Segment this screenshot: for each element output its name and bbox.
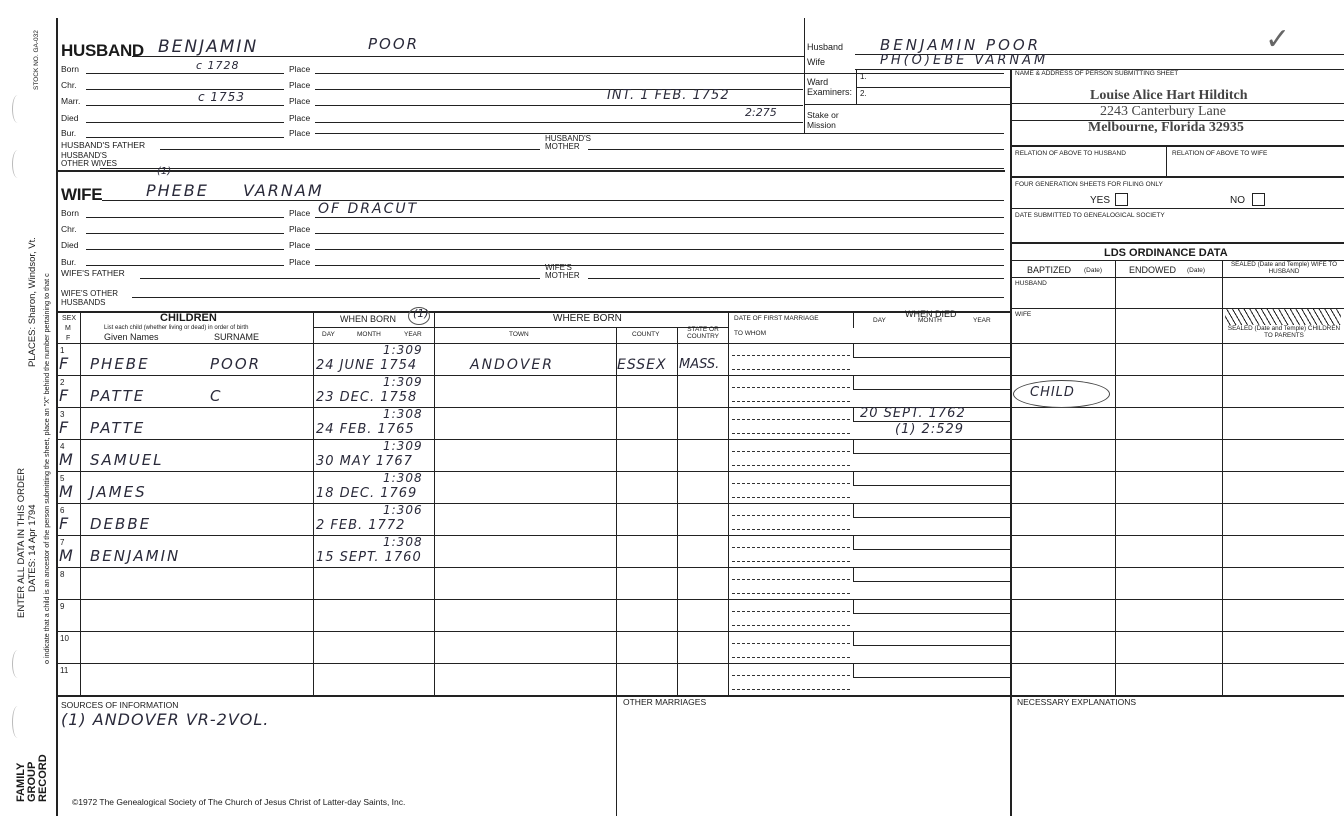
lds-row-divider [1010, 471, 1344, 472]
first-marriage-line [732, 515, 850, 516]
child-born-date: 23 DEC. 1758 [316, 390, 418, 405]
death-date-line [853, 645, 1010, 646]
death-cell-divider [853, 567, 854, 581]
child-born-date: 24 JUNE 1754 [316, 358, 418, 373]
child-row-divider [57, 375, 1010, 376]
husband-marr-place: INT. 1 FEB. 1752 [607, 88, 730, 103]
first-marriage-line [732, 483, 850, 484]
check-mark: ✓ [1265, 22, 1291, 57]
death-cell-divider [853, 407, 854, 421]
examiner-1: 1. [860, 72, 867, 81]
husband-marr-note: 2:275 [745, 106, 777, 119]
child-row-divider [57, 599, 1010, 600]
death-cell-divider [853, 343, 854, 357]
first-marriage-line [732, 561, 850, 562]
sex-m-header: M [65, 325, 71, 332]
children-instructions: List each child (whether living or dead) in order of birth [104, 325, 249, 331]
child-note: CHILD [1030, 385, 1075, 400]
child-number: 9 [60, 602, 65, 611]
examiners-label: Examiners: [807, 87, 853, 97]
wife-died-place-label: Place [289, 240, 311, 250]
wife-bur-label: Bur. [61, 257, 77, 267]
wife-died-label: Died [61, 240, 79, 250]
wife-chr-place-label: Place [289, 224, 311, 234]
first-marriage-line [732, 465, 850, 466]
husband-marr-place-label: Place [289, 96, 311, 106]
child-town: ANDOVER [470, 357, 554, 373]
sealed-wife-label: SEALED (Date and Temple) WIFE TO HUSBAND [1230, 261, 1338, 275]
first-marriage-line [732, 547, 850, 548]
wife-heading: WIFE [61, 185, 103, 204]
child-sex: M [59, 482, 73, 501]
wife-surname: VARNAM [243, 181, 324, 200]
first-marriage-line [732, 643, 850, 644]
child-sex: F [59, 418, 69, 437]
child-row-divider [57, 503, 1010, 504]
town-header: TOWN [509, 331, 529, 338]
first-marriage-line [732, 433, 850, 434]
four-gen-label: FOUR GENERATION SHEETS FOR FILING ONLY [1015, 181, 1163, 188]
lds-row-divider [1010, 439, 1344, 440]
lds-row-divider [1010, 599, 1344, 600]
lds-wife-row-label: WIFE [1015, 311, 1032, 318]
child-source-ref: 1:308 [383, 471, 423, 485]
sealed-children-label: SEALED (Date and Temple) CHILDREN TO PARENTS [1227, 325, 1341, 339]
submitter-name: Louise Alice Hart Hilditch [1090, 88, 1248, 103]
child-sex: F [59, 514, 69, 533]
ward-label: Ward [807, 77, 829, 87]
wife-born-place-label: Place [289, 208, 311, 218]
child-given-name: DEBBE [90, 515, 152, 533]
child-row-divider [57, 535, 1010, 536]
child-county: ESSEX [617, 357, 667, 373]
examiner-2: 2. [860, 89, 867, 98]
child-given-name: JAMES [90, 483, 147, 501]
child-number: 3 [60, 410, 65, 419]
child-row-divider [57, 631, 1010, 632]
born-month-header: MONTH [357, 331, 381, 338]
first-marriage-line [732, 579, 850, 580]
husband-born-date: c 1728 [196, 59, 240, 72]
child-sex: F [59, 354, 69, 373]
death-cell-divider [853, 599, 854, 613]
no-label: NO [1230, 195, 1245, 206]
given-names-header: Given Names [104, 332, 159, 342]
child-surname: POOR [210, 355, 262, 373]
died-day-header: DAY [873, 317, 886, 324]
copyright-notice: ©1972 The Genealogical Society of The Church of Jesus Christ of Latter-day Saints, Inc. [72, 797, 406, 807]
child-source-ref: 1:309 [383, 439, 423, 453]
lds-row-divider [1010, 535, 1344, 536]
husband-given-name: BENJAMIN [158, 37, 259, 57]
state-header: STATE OR COUNTRY [686, 326, 720, 340]
first-marriage-line [732, 355, 850, 356]
child-number: 11 [60, 666, 69, 675]
punch-hole-mark [12, 95, 23, 123]
husband-bur-label: Bur. [61, 128, 77, 138]
child-sex: F [59, 386, 69, 405]
sex-f-header: F [66, 335, 71, 342]
to-whom-header: TO WHOM [734, 330, 767, 337]
places-note: PLACES: Sharon, Windsor, Vt. [27, 237, 38, 367]
lds-row-divider [1010, 631, 1344, 632]
submitter-city: Melbourne, Florida 32935 [1088, 120, 1244, 135]
wife-born-place: OF DRACUT [318, 201, 419, 217]
child-number: 6 [60, 506, 65, 515]
child-surname: C [210, 387, 223, 405]
husband-bur-place-label: Place [289, 128, 311, 138]
born-year-header: YEAR [404, 331, 422, 338]
necessary-explanations-label: NECESSARY EXPLANATIONS [1017, 697, 1137, 707]
death-cell-divider [853, 535, 854, 549]
death-date-line [853, 517, 1010, 518]
surname-header: SURNAME [214, 332, 260, 342]
death-date-line [853, 677, 1010, 678]
lds-husband-row-label: HUSBAND [1015, 280, 1047, 287]
child-born-date: 2 FEB. 1772 [316, 518, 406, 533]
death-date-line [853, 613, 1010, 614]
hatched-box [1225, 309, 1341, 325]
yes-checkbox[interactable] [1115, 193, 1128, 206]
enter-order-note: ENTER ALL DATA IN THIS ORDER [16, 467, 27, 618]
child-died-note: (1) 2:529 [895, 422, 965, 437]
child-born-date: 18 DEC. 1769 [316, 486, 418, 501]
when-died-header: WHEN DIED [905, 309, 957, 319]
child-number: 4 [60, 442, 65, 451]
death-date-line [853, 357, 1010, 358]
first-marriage-line [732, 625, 850, 626]
wife-chr-label: Chr. [61, 224, 77, 234]
death-date-line [853, 581, 1010, 582]
first-marriage-line [732, 675, 850, 676]
death-date-line [853, 485, 1010, 486]
first-marriage-line [732, 529, 850, 530]
wife-born-label: Born [61, 208, 79, 218]
ancestor-instruction: o indicate that a child is an ancestor of the person submitting the sheet, place an "X" behind the number pertaining to that c [42, 273, 51, 664]
first-marriage-line [732, 497, 850, 498]
lds-title: LDS ORDINANCE DATA [1104, 247, 1228, 259]
child-born-date: 30 MAY 1767 [316, 454, 413, 469]
child-number: 10 [60, 634, 69, 643]
died-month-header: MONTH [918, 317, 942, 324]
husband-chr-label: Chr. [61, 80, 77, 90]
husband-died-place-label: Place [289, 113, 311, 123]
child-given-name: BENJAMIN [90, 547, 181, 565]
no-checkbox[interactable] [1252, 193, 1265, 206]
when-born-header: WHEN BORN [340, 314, 396, 324]
lds-row-divider [1010, 663, 1344, 664]
death-cell-divider [853, 439, 854, 453]
born-day-header: DAY [322, 331, 335, 338]
stock-number: STOCK NO. GA-032 [33, 30, 40, 90]
wife-bur-place-label: Place [289, 257, 311, 267]
death-cell-divider [853, 663, 854, 677]
death-date-line [853, 389, 1010, 390]
wifes-other-husbands-label: WIFE'S OTHER HUSBANDS [61, 289, 119, 307]
child-number: 1 [60, 346, 65, 355]
sources-value: (1) ANDOVER VR-2VOL. [61, 710, 270, 729]
when-born-note: (1) [413, 307, 429, 320]
first-marriage-line [732, 369, 850, 370]
other-marriages-label: OTHER MARRIAGES [623, 697, 707, 707]
child-sex: M [59, 450, 73, 469]
child-number: 5 [60, 474, 65, 483]
submitter-label: NAME & ADDRESS OF PERSON SUBMITTING SHEET [1015, 70, 1179, 77]
first-marriage-line [732, 419, 850, 420]
husband-marr-label: Marr. [61, 96, 81, 106]
yes-label: YES [1090, 195, 1111, 206]
submitter-street: 2243 Canterbury Lane [1100, 104, 1226, 119]
first-marriage-line [732, 611, 850, 612]
child-born-date: 24 FEB. 1765 [316, 422, 415, 437]
baptized-date-label: (Date) [1084, 267, 1103, 274]
first-marriage-header: DATE OF FIRST MARRIAGE [734, 315, 819, 322]
child-state: MASS. [679, 357, 720, 372]
child-given-name: PATTE [90, 387, 146, 405]
husbands-mother-label: HUSBAND'S MOTHER [545, 134, 591, 152]
husband-died-label: Died [61, 113, 79, 123]
child-number: 7 [60, 538, 65, 547]
wife-given-name: PHEBE [146, 181, 209, 200]
death-cell-divider [853, 471, 854, 485]
child-row-divider [57, 439, 1010, 440]
endowed-date-label: (Date) [1187, 267, 1206, 274]
baptized-label: BAPTIZED [1027, 265, 1072, 275]
child-sex: M [59, 546, 73, 565]
form-title: FAMILY GROUP RECORD [15, 754, 49, 802]
first-marriage-line [732, 689, 850, 690]
child-number: 8 [60, 570, 65, 579]
child-source-ref: 1:306 [383, 503, 423, 517]
wifes-mother-label: WIFE'S MOTHER [545, 263, 580, 281]
first-marriage-line [732, 657, 850, 658]
endowed-label: ENDOWED [1129, 265, 1176, 275]
dates-note: DATES: 14 Apr 1794 [27, 504, 38, 592]
child-row-divider [57, 567, 1010, 568]
death-date-line [853, 453, 1010, 454]
first-marriage-line [732, 401, 850, 402]
husband-born-label: Born [61, 64, 79, 74]
child-number: 2 [60, 378, 65, 387]
death-date-line [853, 549, 1010, 550]
child-source-ref: 1:309 [383, 375, 423, 389]
husbands-father-label: HUSBAND'S FATHER [61, 140, 146, 150]
died-year-header: YEAR [973, 317, 991, 324]
wife-marker: (1) [157, 166, 172, 177]
first-marriage-line [732, 387, 850, 388]
sources-label: SOURCES OF INFORMATION [61, 700, 179, 710]
child-source-ref: 1:308 [383, 407, 423, 421]
child-given-name: PATTE [90, 419, 146, 437]
panel-husband-label: Husband [807, 42, 844, 52]
child-given-name: PHEBE [90, 355, 150, 373]
punch-hole-mark [12, 706, 23, 738]
child-died-date: 20 SEPT. 1762 [860, 406, 966, 421]
punch-hole-mark [12, 650, 23, 678]
child-row-divider [57, 471, 1010, 472]
husband-chr-place-label: Place [289, 80, 311, 90]
child-born-date: 15 SEPT. 1760 [316, 550, 422, 565]
lds-row-divider [1010, 567, 1344, 568]
county-header: COUNTY [632, 331, 660, 338]
death-cell-divider [853, 631, 854, 645]
panel-wife-label: Wife [807, 57, 825, 67]
relation-husband-label: RELATION OF ABOVE TO HUSBAND [1015, 150, 1126, 157]
panel-wife-name: PH(O)EBE VARNAM [880, 53, 1049, 68]
sex-header: SEX [62, 315, 77, 322]
husband-marr-date: c 1753 [198, 90, 245, 104]
child-source-ref: 1:308 [383, 535, 423, 549]
death-date-line [853, 421, 1010, 422]
where-born-header: WHERE BORN [553, 313, 622, 324]
lds-row-divider [1010, 503, 1344, 504]
first-marriage-line [732, 451, 850, 452]
punch-hole-mark [12, 150, 23, 178]
lds-row-divider [1010, 375, 1344, 376]
panel-husband-name: BENJAMIN POOR [880, 36, 1042, 54]
husband-born-place-label: Place [289, 64, 311, 74]
children-title: CHILDREN [160, 312, 217, 324]
child-given-name: SAMUEL [90, 451, 164, 469]
child-source-ref: 1:309 [383, 343, 423, 357]
husbands-other-wives-label: HUSBAND'S OTHER WIVES [61, 151, 118, 169]
stake-mission-label: Stake or Mission [807, 110, 839, 130]
child-row-divider [57, 663, 1010, 664]
death-cell-divider [853, 503, 854, 517]
wifes-father-label: WIFE'S FATHER [61, 268, 125, 278]
first-marriage-line [732, 593, 850, 594]
death-cell-divider [853, 375, 854, 389]
relation-wife-label: RELATION OF ABOVE TO WIFE [1172, 150, 1268, 157]
husband-surname: POOR [368, 35, 420, 53]
date-submitted-label: DATE SUBMITTED TO GENEALOGICAL SOCIETY [1015, 212, 1165, 219]
husband-heading: HUSBAND [61, 41, 144, 60]
